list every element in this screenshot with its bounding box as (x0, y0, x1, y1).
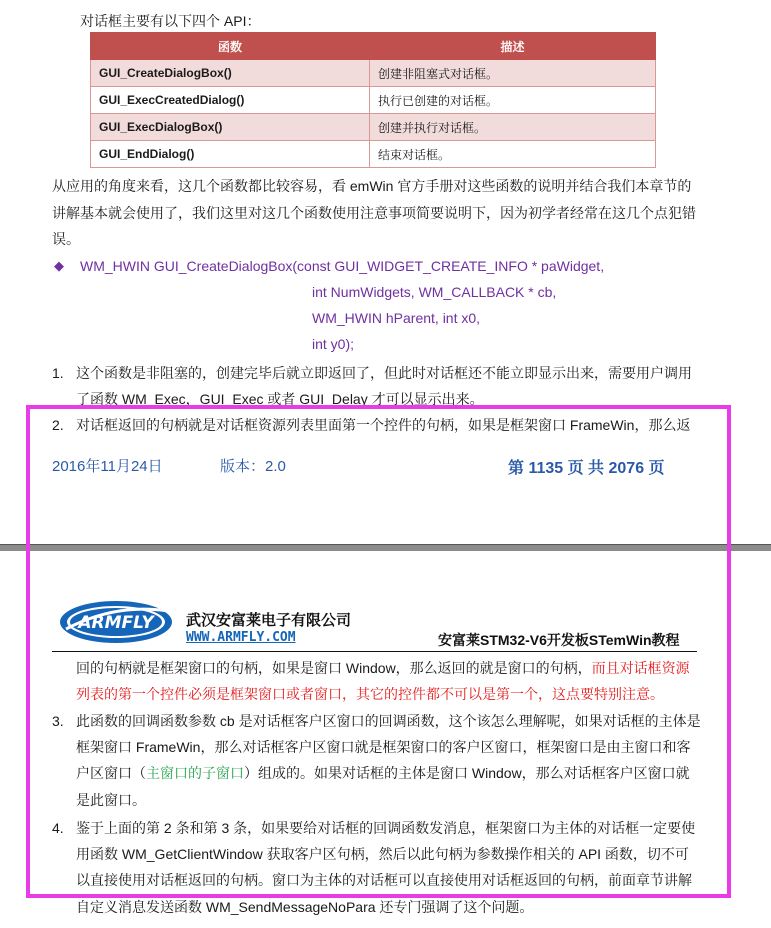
table-row (91, 60, 656, 87)
table-row (91, 141, 656, 168)
table-cell-function: GUI_ExecDialogBox() (91, 114, 370, 141)
list-item-text (76, 655, 690, 681)
company-url: WWW.ARMFLY.COM (186, 630, 296, 645)
intro-text: 对话框主要有以下四个 API： (80, 13, 261, 29)
footer-version: 版本：2.0 (220, 458, 286, 475)
footer-page-number: 第 1135 页 共 2076 页 (508, 460, 665, 477)
list-item-text: 这个函数是非阻塞的，创建完毕后就立即返回了，但此时对话框还不能立即显示出来，需要用户调用 (76, 365, 692, 381)
list-item-text: 自定义消息发送函数 WM_SendMessageNoPara 还专门强调了这个问题。 (76, 899, 534, 915)
list-item-text: 用函数 WM_GetClientWindow 获取客户区句柄，然后以此句柄为参数操作相关的 API 函数，切不可 (76, 846, 689, 862)
list-item-text: 对话框返回的句柄就是对话框资源列表里面第一个控件的句柄，如果是框架窗口 FrameWin，那么返 (76, 417, 691, 433)
table-cell-function: GUI_ExecCreatedDialog() (91, 87, 370, 114)
table-cell-function: GUI_CreateDialogBox() (91, 60, 370, 87)
api-table (90, 32, 656, 168)
table-cell-function: GUI_EndDialog() (91, 141, 370, 168)
table-cell-description: 创建非阻塞式对话框。 (370, 60, 656, 87)
list-item-text: 此函数的回调函数参数 cb 是对话框客户区窗口的回调函数，这个该怎么理解呢，如果对话框的主体是 (76, 713, 701, 729)
page-bottom (0, 551, 771, 928)
list-item-text: 了函数 WM_Exec，GUI_Exec 或者 GUI_Delay 才可以显示出来。 (76, 391, 484, 407)
list-number: 1. (52, 365, 64, 381)
table-header-function: 函数 (91, 33, 370, 60)
text-line: 讲解基本就会使用了，我们这里对这几个函数使用注意事项简要说明下，因为初学者经常在这几个点犯错 (52, 204, 696, 221)
paragraph-overview (52, 173, 712, 253)
table-header-description: 描述 (370, 33, 656, 60)
list-item-text (76, 760, 690, 786)
api-table-header (91, 33, 656, 60)
armfly-logo-icon (58, 599, 174, 645)
table-cell-description: 创建并执行对话框。 (370, 114, 656, 141)
list-item-text: 以直接使用对话框返回的句柄。窗口为主体的对话框可以直接使用对话框返回的句柄，前面章节讲解 (76, 872, 692, 888)
text-line: 从应用的角度来看，这几个函数都比较容易，看 emWin 官方手册对这些函数的说明并结合我们本章节的 (52, 178, 692, 194)
table-cell-description: 结束对话框。 (370, 141, 656, 168)
function-signature-line: int NumWidgets, WM_CALLBACK * cb, (312, 284, 557, 300)
company-name: 武汉安富莱电子有限公司 (186, 612, 352, 629)
function-signature-line: WM_HWIN hParent, int x0, (312, 310, 481, 326)
list-number: 4. (52, 820, 64, 836)
function-signature-line: int y0); (312, 336, 355, 352)
table-cell-description: 执行已创建的对话框。 (370, 87, 656, 114)
text-run: 回的句柄就是框架窗口的句柄，如果是窗口 Window，那么返回的就是窗口的句柄， (76, 660, 592, 676)
text-line: 误。 (52, 231, 80, 247)
text-run: 户区窗口（ (76, 765, 146, 781)
document-title: 安富莱STM32-V6开发板STemWin教程 (438, 632, 680, 648)
header-rule (52, 651, 697, 652)
list-item-text: 是此窗口。 (76, 792, 146, 808)
emphasis-text: 主窗口的子窗口 (146, 765, 244, 781)
list-number: 3. (52, 713, 64, 729)
function-signature-line: WM_HWIN GUI_CreateDialogBox(const GUI_WIDGET_CREATE_INFO * paWidget, (80, 258, 605, 274)
table-row (91, 114, 656, 141)
list-item-text: 框架窗口 FrameWin，那么对话框客户区窗口就是框架窗口的客户区窗口，框架窗口是由主窗口和客 (76, 739, 691, 755)
table-row (91, 87, 656, 114)
list-item-text: 鉴于上面的第 2 条和第 3 条，如果要给对话框的回调函数发消息，框架窗口为主体的对话框一定要使 (76, 820, 696, 836)
text-run: ）组成的。如果对话框的主体是窗口 Window，那么对话框客户区窗口就 (244, 765, 690, 781)
logo-text: ARMFLY (78, 613, 154, 633)
emphasis-text: 而且对话框资源 (591, 660, 690, 676)
list-number: 2. (52, 417, 64, 433)
emphasis-text: 列表的第一个控件必须是框架窗口或者窗口，其它的控件都不可以是第一个，这点要特别注意。 (76, 686, 664, 702)
diamond-bullet-icon: ◆ (54, 258, 64, 273)
footer-date: 2016年11月24日 (52, 458, 163, 475)
